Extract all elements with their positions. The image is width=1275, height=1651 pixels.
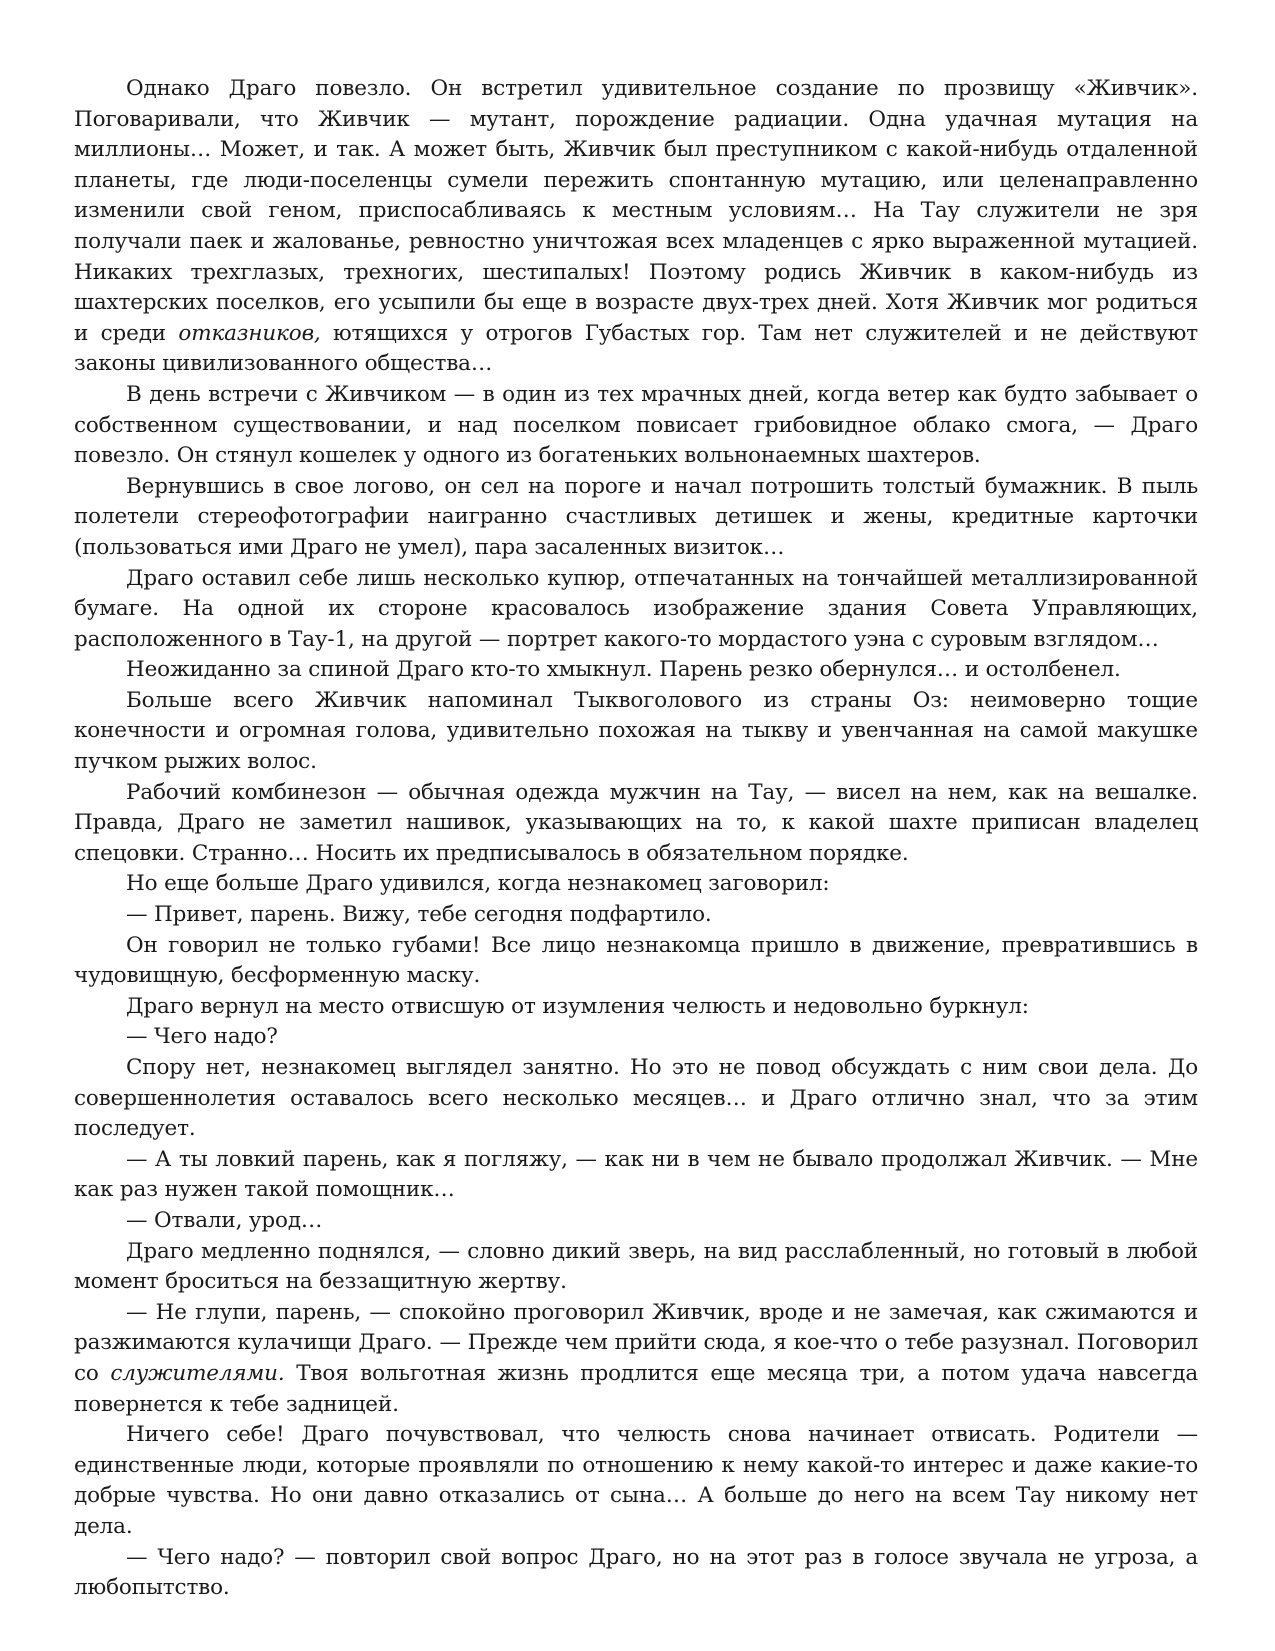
paragraph: Драго оставил себе лишь несколько купюр, отпечатанных на тончайшей металлизированной бумаге. На одной их стороне красовалось изображение здания Совета Управляющих, расположенного в Тау-1, на другой — портрет какого-то мордастого уэна с суровым взглядом… [74, 565, 1198, 652]
paragraph: Он говорил не только губами! Все лицо незнакомца пришло в движение, превратившись в чудовищную, бесформенную маску. [74, 932, 1198, 989]
paragraph: Драго медленно поднялся, — словно дикий зверь, на вид расслабленный, но готовый в любой момент броситься на беззащитную жертву. [74, 1238, 1198, 1295]
dialogue-line: — Чего надо? — повторил свой вопрос Драго, но на этот раз в голосе звучала не угроза, а любопытство. [74, 1544, 1198, 1601]
dialogue-line: — А ты ловкий парень, как я погляжу, — как ни в чем не бывало продолжал Живчик. — Мне как раз нужен такой помощник… [74, 1146, 1198, 1203]
paragraph: Вернувшись в свое логово, он сел на пороге и начал потрошить толстый бумажник. В пыль полетели стереофотографии наигранно счастливых детишек и жены, кредитные карточки (пользоваться ими Драго не умел), пара засаленных визиток… [74, 473, 1198, 560]
body-text [74, 74, 1198, 1604]
paragraph: Ничего себе! Драго почувствовал, что челюсть снова начинает отвисать. Родители — единственные люди, которые проявляли по отношению к нему какой-то интерес и даже какие-то добрые чувства. Но они давно отказались от сына… А больше до него на всем Тау никому нет дела. [74, 1422, 1198, 1539]
dialogue-line: — Не глупи, парень, — спокойно проговорил Живчик, вроде и не замечая, как сжимаются и разжимаются кулачищи Драго. — Прежде чем прийти сюда, я кое-что о тебе разузнал. Поговорил со служителями. Твоя вольготная жизнь продлится еще месяца три, а потом удача навсегда повернется к тебе задницей. [74, 1299, 1198, 1417]
paragraph: Но еще больше Драго удивился, когда незнакомец заговорил: [126, 871, 830, 897]
paragraph: Драго вернул на место отвисшую от изумления челюсть и недовольно буркнул: [126, 993, 1029, 1019]
paragraph: Больше всего Живчик напоминал Тыквоголового из страны Оз: неимоверно тощие конечности и огромная голова, удивительно похожая на тыкву и увенчанная на самой макушке пучком рыжих волос. [74, 687, 1198, 775]
dialogue-line: — Привет, парень. Вижу, тебе сегодня подфартило. [126, 902, 712, 928]
paragraph: Однако Драго повезло. Он встретил удивительное создание по прозвищу «Живчик». Поговаривали, что Живчик — мутант, порождение радиации. Одна удачная мутация на миллионы… Может, и так. А может быть, Живчик был преступником с какой-нибудь отдаленной планеты, где люди-поселенцы сумели пережить спонтанную мутацию, или целенаправленно изменили свой геном, приспосабливаясь к местным условиям… На Тау служители не зря получали паек и жалованье, ревностно уничтожая всех младенцев с ярко выраженной мутацией. Никаких трехглазых, трехногих, шестипалых! Поэтому родись Живчик в каком-нибудь из шахтерских поселков, его усыпили бы еще в возрасте двух-трех дней. Хотя Живчик мог родиться и среди отказников, ютящихся у отрогов Губастых гор. Там нет служителей и не действуют законы цивилизованного общества… [74, 76, 1198, 377]
dialogue-line: — Отвали, урод… [126, 1207, 323, 1233]
italic-term: отказников, [178, 320, 321, 346]
paragraph: Спору нет, незнакомец выглядел занятно. Но это не повод обсуждать с ним свои дела. До совершеннолетия оставалось всего несколько месяцев… и Драго отлично знал, что за этим последует. [74, 1055, 1198, 1142]
italic-term: служителями. [110, 1360, 285, 1386]
paragraph: В день встречи с Живчиком — в один из тех мрачных дней, когда ветер как будто забывает о собственном существовании, и над поселком повисает грибовидное облако смога, — Драго повезло. Он стянул кошелек у одного из богатеньких вольнонаемных шахтеров. [74, 381, 1198, 469]
paragraph: Неожиданно за спиной Драго кто-то хмыкнул. Парень резко обернулся… и остолбенел. [126, 657, 1121, 683]
paragraph: Рабочий комбинезон — обычная одежда мужчин на Тау, — висел на нем, как на вешалке. Правда, Драго не заметил нашивок, указывающих на то, к какой шахте приписан владелец спецовки. Странно… Носить их предписывалось в обязательном порядке. [74, 779, 1198, 866]
dialogue-line: — Чего надо? [126, 1024, 278, 1050]
